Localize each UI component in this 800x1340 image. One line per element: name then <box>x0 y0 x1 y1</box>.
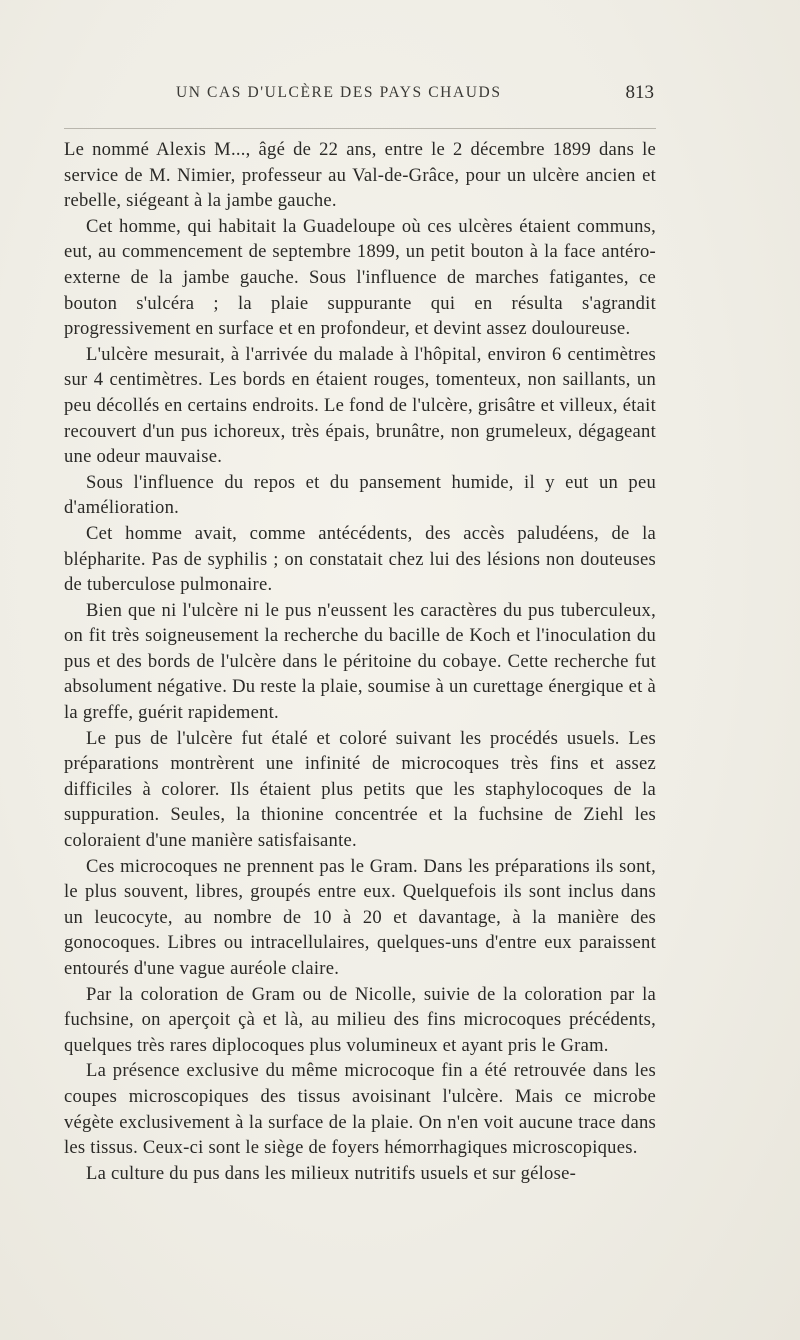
body-text <box>64 137 656 1186</box>
paragraph: Le pus de l'ulcère fut étalé et coloré suivant les procédés usuels. Les préparations montrèrent une infinité de microcoques très fins et assez difficiles à colorer. Ils étaient plus petits que les staphylocoques de la suppuration. Seules, la thionine concentrée et la fuchsine de Ziehl les coloraient d'une manière satisfaisante. <box>64 727 656 852</box>
paragraph: Par la coloration de Gram ou de Nicolle, suivie de la coloration par la fuchsine, on aperçoit çà et là, au milieu des fins microcoques précédents, quelques très rares diplocoques plus volumineux et ayant pris le Gram. <box>64 983 656 1056</box>
paragraph: Bien que ni l'ulcère ni le pus n'eussent les caractères du pus tuberculeux, on fit très soigneusement la recherche du bacille de Koch et l'inoculation du pus et des bords de l'ulcère dans le péritoine du cobaye. Cette recherche fut absolument négative. Du reste la plaie, soumise à un curettage énergique et à la greffe, guérit rapidement. <box>64 599 656 724</box>
page-number: 813 <box>625 82 654 103</box>
paragraph: Sous l'influence du repos et du pansement humide, il y eut un peu d'amélioration. <box>64 471 656 519</box>
paragraph: Cet homme, qui habitait la Guadeloupe où ces ulcères étaient communs, eut, au commencement de septembre 1899, un petit bouton à la face antéro-externe de la jambe gauche. Sous l'influence de marches fatigantes, ce bouton s'ulcéra ; la plaie suppurante qui en résulta s'agrandit progressivement en surface et en profondeur, et devint assez douloureuse. <box>64 215 656 340</box>
page-header <box>60 82 660 108</box>
paragraph: La présence exclusive du même microcoque fin a été retrouvée dans les coupes microscopiques des tissus avoisinant l'ulcère. Mais ce microbe végète exclusivement à la surface de la plaie. On n'en voit aucune trace dans les tissus. Ceux-ci sont le siège de foyers hémorrhagiques microscopiques. <box>64 1060 656 1159</box>
paragraph: Ces microcoques ne prennent pas le Gram. Dans les préparations ils sont, le plus souvent, libres, groupés entre eux. Quelquefois ils sont inclus dans un leucocyte, au nombre de 10 à 20 et davantage, à la manière des gonocoques. Libres ou intracellulaires, quelques-uns d'entre eux paraissent entourés d'une vague auréole claire. <box>64 855 656 979</box>
paragraph: Cet homme avait, comme antécédents, des accès paludéens, de la blépharite. Pas de syphilis ; on constatait chez lui des lésions non douteuses de tuberculose pulmonaire. <box>64 522 656 596</box>
paragraph: Le nommé Alexis M..., âgé de 22 ans, entre le 2 décembre 1899 dans le service de M. Nimier, professeur au Val-de-Grâce, pour un ulcère ancien et rebelle, siégeant à la jambe gauche. <box>64 139 656 212</box>
paragraph: L'ulcère mesurait, à l'arrivée du malade à l'hôpital, environ 6 centimètres sur 4 centimètres. Les bords en étaient rouges, tomenteux, non saillants, un peu décollés en certains endroits. Le fond de l'ulcère, grisâtre et villeux, était recouvert d'un pus ichoreux, très épais, brunâtre, non grumeleux, dégageant une odeur mauvaise. <box>64 343 656 468</box>
running-head: UN CAS D'ULCÈRE DES PAYS CHAUDS <box>176 84 502 101</box>
header-rule <box>64 128 656 129</box>
paragraph: La culture du pus dans les milieux nutritifs usuels et sur gélose- <box>86 1162 577 1184</box>
